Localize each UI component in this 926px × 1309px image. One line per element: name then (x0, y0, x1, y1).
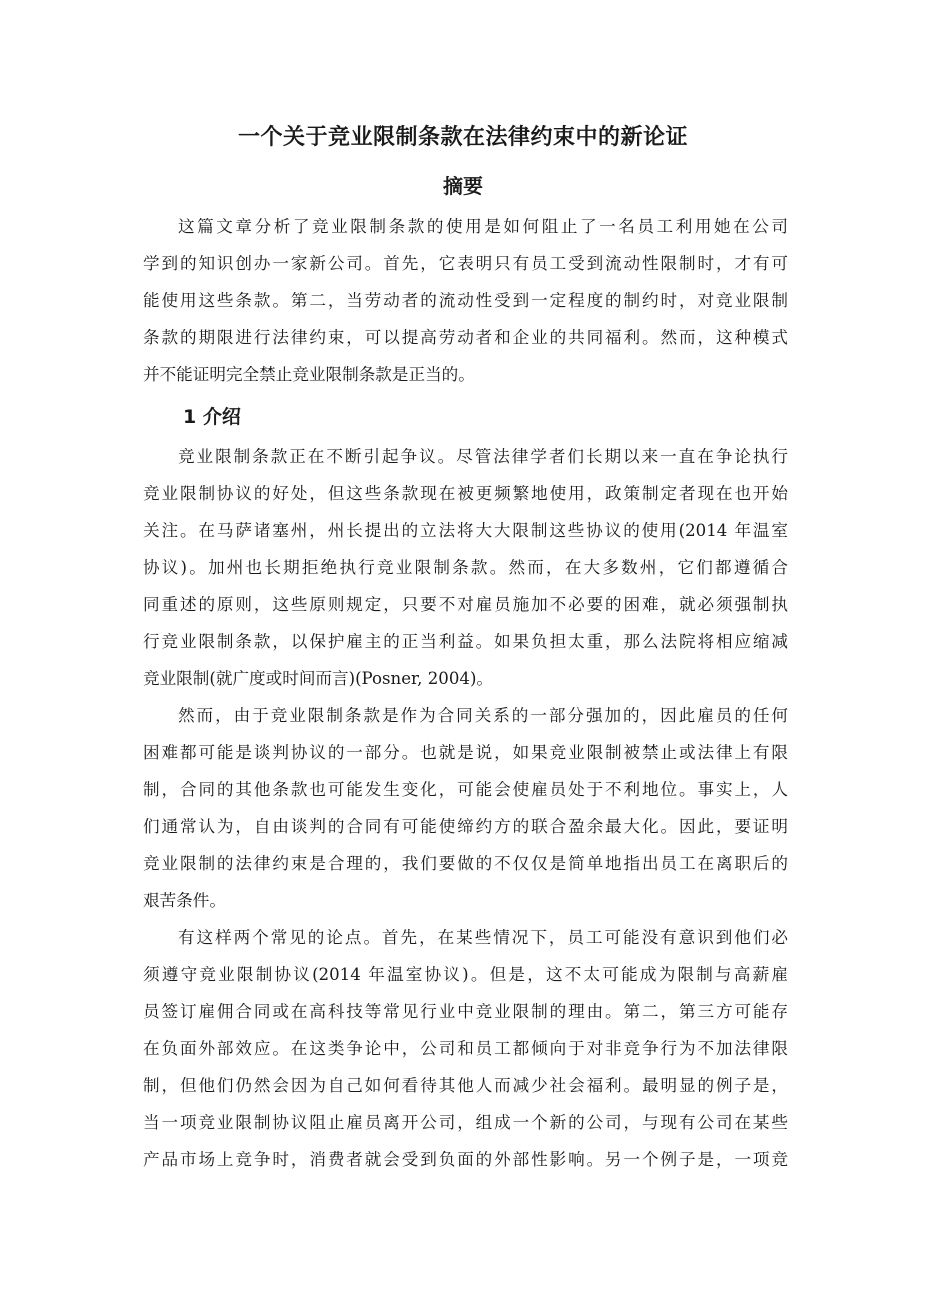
paragraph-line: 员签订雇佣合同或在高科技等常见行业中竞业限制的理由。第二，第三方可能存 (143, 1002, 788, 1021)
body-paragraph-3 (143, 919, 788, 1178)
paragraph-line: 竞业限制(就广度或时间而言)(Posner, 2004)。 (143, 669, 494, 688)
abstract-heading: 摘要 (443, 174, 483, 198)
paragraph-line: 在负面外部效应。在这类争论中，公司和员工都倾向于对非竞争行为不加法律限 (143, 1039, 788, 1058)
paragraph-line: 竞业限制条款正在不断引起争议。尽管法律学者们长期以来一直在争论执行 (178, 447, 788, 466)
document-title: 一个关于竞业限制条款在法律约束中的新论证 (237, 125, 688, 150)
abstract-line: 并不能证明完全禁止竞业限制条款是正当的。 (143, 365, 475, 384)
paragraph-line: 竞业限制协议的好处，但这些条款现在被更频繁地使用，政策制定者现在也开始 (143, 484, 788, 503)
paragraph-line: 协议)。加州也长期拒绝执行竞业限制条款。然而，在大多数州，它们都遵循合 (143, 558, 788, 577)
paragraph-line: 关注。在马萨诸塞州，州长提出的立法将大大限制这些协议的使用(2014 年温室 (143, 521, 788, 540)
abstract-paragraph (143, 208, 788, 393)
paragraph-line: 困难都可能是谈判协议的一部分。也就是说，如果竞业限制被禁止或法律上有限 (143, 743, 788, 762)
paragraph-line: 艰苦条件。 (143, 891, 226, 910)
abstract-line: 条款的期限进行法律约束，可以提高劳动者和企业的共同福利。然而，这种模式 (143, 328, 788, 347)
paragraph-line: 竞业限制的法律约束是合理的，我们要做的不仅仅是简单地指出员工在离职后的 (143, 854, 788, 873)
paragraph-line: 然而，由于竞业限制条款是作为合同关系的一部分强加的，因此雇员的任何 (178, 706, 788, 725)
abstract-line: 这篇文章分析了竞业限制条款的使用是如何阻止了一名员工利用她在公司 (178, 217, 788, 236)
paragraph-line: 须遵守竞业限制协议(2014 年温室协议)。但是，这不太可能成为限制与高薪雇 (143, 965, 788, 984)
body-paragraph-1 (143, 438, 788, 697)
paragraph-line: 同重述的原则，这些原则规定，只要不对雇员施加不必要的困难，就必须强制执 (143, 595, 788, 614)
paragraph-line: 产品市场上竞争时，消费者就会受到负面的外部性影响。另一个例子是，一项竞 (143, 1150, 788, 1169)
paragraph-line: 们通常认为，自由谈判的合同有可能使缔约方的联合盈余最大化。因此，要证明 (143, 817, 788, 836)
abstract-line: 能使用这些条款。第二，当劳动者的流动性受到一定程度的制约时，对竞业限制 (143, 291, 788, 310)
section-heading: 1 介绍 (183, 406, 241, 428)
body-paragraph-2 (143, 697, 788, 919)
paragraph-line: 制，但他们仍然会因为自己如何看待其他人而减少社会福利。最明显的例子是， (143, 1076, 788, 1095)
abstract-line: 学到的知识创办一家新公司。首先，它表明只有员工受到流动性限制时，才有可 (143, 254, 788, 273)
paragraph-line: 行竞业限制条款，以保护雇主的正当利益。如果负担太重，那么法院将相应缩减 (143, 632, 788, 651)
paragraph-line: 有这样两个常见的论点。首先，在某些情况下，员工可能没有意识到他们必 (178, 928, 788, 947)
paragraph-line: 制，合同的其他条款也可能发生变化，可能会使雇员处于不利地位。事实上，人 (143, 780, 788, 799)
paragraph-line: 当一项竞业限制协议阻止雇员离开公司，组成一个新的公司，与现有公司在某些 (143, 1113, 788, 1132)
